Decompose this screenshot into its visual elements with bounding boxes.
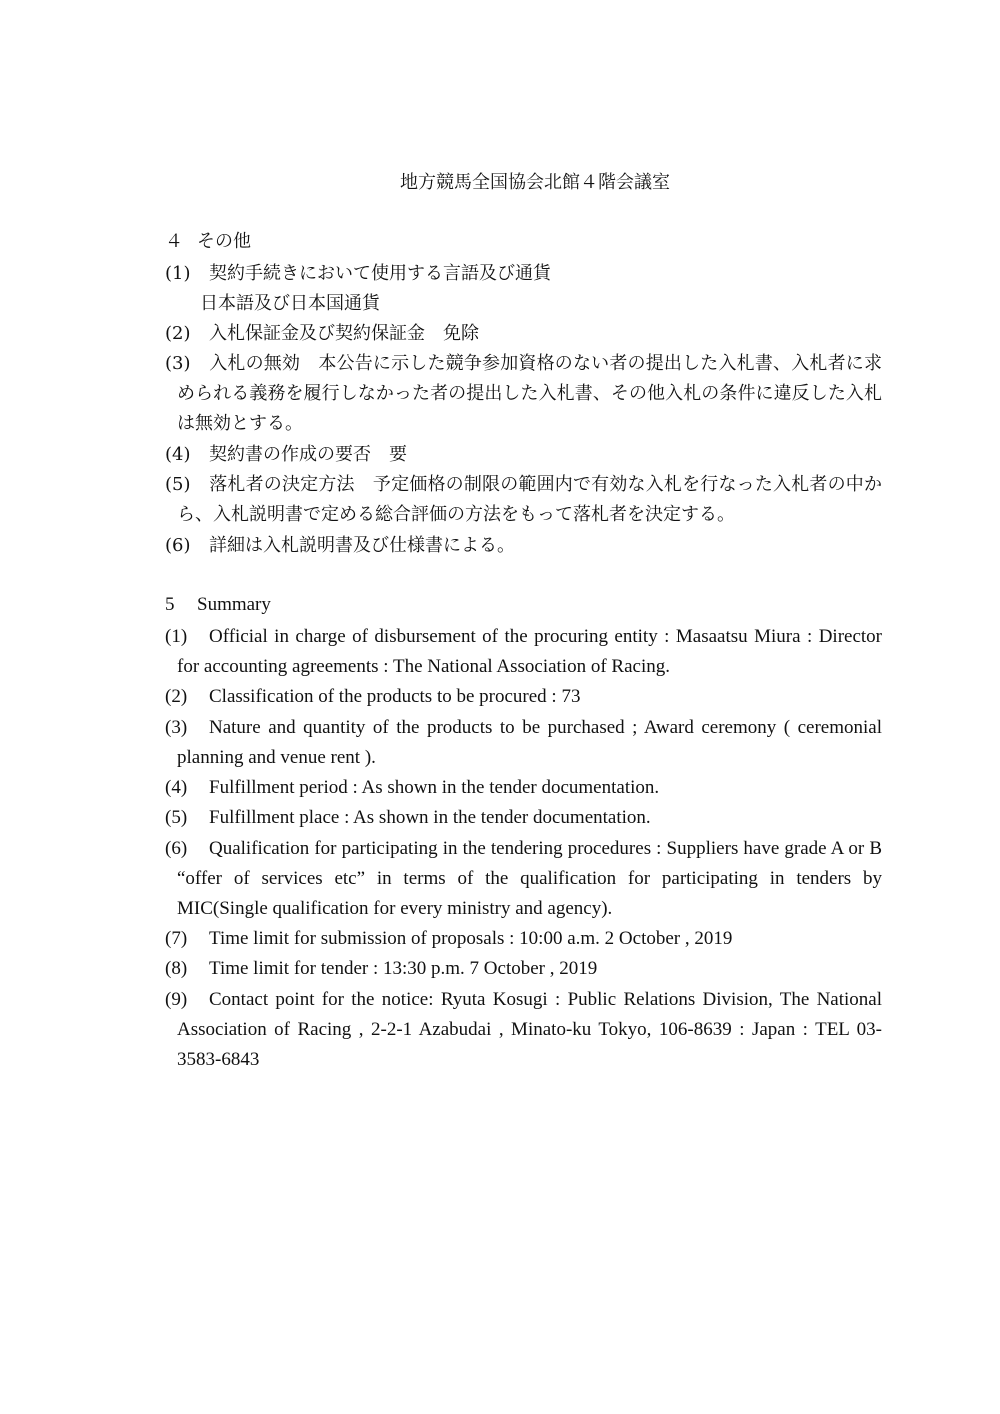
section-4-number: ４ [165, 231, 183, 252]
item-text: 入札保証金及び契約保証金 免除 [209, 323, 479, 344]
venue-line: 地方競馬全国協会北館４階会議室 [400, 172, 670, 193]
item-marker: (2) [165, 686, 188, 707]
item-text: 詳細は入札説明書及び仕様書による。 [209, 535, 515, 556]
item-marker: (5) [165, 474, 191, 495]
item-marker: (8) [165, 958, 188, 979]
item-text: 契約手続きにおいて使用する言語及び通貨 [209, 263, 551, 284]
item-text: 契約書の作成の要否 要 [209, 444, 407, 465]
item-text: Fulfillment place : As shown in the tender documentation. [209, 807, 651, 828]
item-text: Contact point for the notice: Ryuta Kosugi : Public Relations Division, The National Association of Racing , 2-2-1 Azabudai , Minato-ku Tokyo, 106-8639 : Japan : TEL 03-3583-6843 [177, 989, 882, 1071]
item-marker: (3) [165, 353, 191, 374]
section-5-item-5 [165, 803, 882, 833]
section-5-heading [165, 592, 271, 618]
item-marker: (4) [165, 777, 188, 798]
item-text: Time limit for tender : 13:30 p.m. 7 October , 2019 [209, 958, 598, 979]
item-text: Nature and quantity of the products to be purchased ; Award ceremony ( ceremonial planning and venue rent ). [177, 717, 882, 769]
item-marker: (1) [165, 263, 191, 284]
item-marker: (7) [165, 928, 188, 949]
section-5-item-7 [165, 924, 882, 954]
item-marker: (1) [165, 626, 188, 647]
section-4-item-1 [165, 259, 882, 289]
section-5-item-1 [165, 622, 902, 682]
item-text: Qualification for participating in the tendering procedures : Suppliers have grade A or B “offer of services etc” in terms of the qualification for participating in tenders by MIC(Single qualification for every ministry and agency). [177, 838, 882, 920]
section-5-title: Summary [197, 594, 271, 615]
item-text: 入札の無効 本公告に示した競争参加資格のない者の提出した入札書、入札者に求められる義務を履行しなかった者の提出した入札書、その他入札の条件に違反した入札は無効とする。 [177, 353, 882, 435]
item-marker: (5) [165, 807, 188, 828]
section-5-item-6 [165, 834, 882, 925]
item-marker: (9) [165, 989, 188, 1010]
section-4-heading [165, 229, 251, 255]
section-5-item-3 [165, 713, 882, 773]
section-5-number: 5 [165, 594, 175, 615]
section-5-item-8 [165, 954, 882, 984]
section-4-title: その他 [197, 231, 251, 252]
item-text: Time limit for submission of proposals : 10:00 a.m. 2 October , 2019 [209, 928, 733, 949]
section-5-item-4 [165, 773, 882, 803]
section-4-item-1-subline: 日本語及び日本国通貨 [200, 293, 380, 314]
section-4-item-5 [165, 470, 882, 530]
item-marker: (6) [165, 838, 188, 859]
item-text: Official in charge of disbursement of the procuring entity : Masaatsu Miura : Director for accounting agreements : The National Association of Racing. [177, 626, 902, 678]
section-5-item-9 [165, 985, 882, 1076]
section-4-item-3 [165, 349, 882, 440]
section-4-item-4 [165, 440, 882, 470]
item-text: Fulfillment period : As shown in the tender documentation. [209, 777, 660, 798]
item-marker: (4) [165, 444, 191, 465]
section-5-item-2 [165, 682, 882, 712]
item-text: Classification of the products to be procured : 73 [209, 686, 581, 707]
item-marker: (2) [165, 323, 191, 344]
item-marker: (3) [165, 717, 188, 738]
section-4-item-6 [165, 531, 882, 561]
item-marker: (6) [165, 535, 191, 556]
item-text: 落札者の決定方法 予定価格の制限の範囲内で有効な入札を行なった入札者の中から、入札説明書で定める総合評価の方法をもって落札者を決定する。 [177, 474, 882, 526]
section-4-item-2 [165, 319, 882, 349]
